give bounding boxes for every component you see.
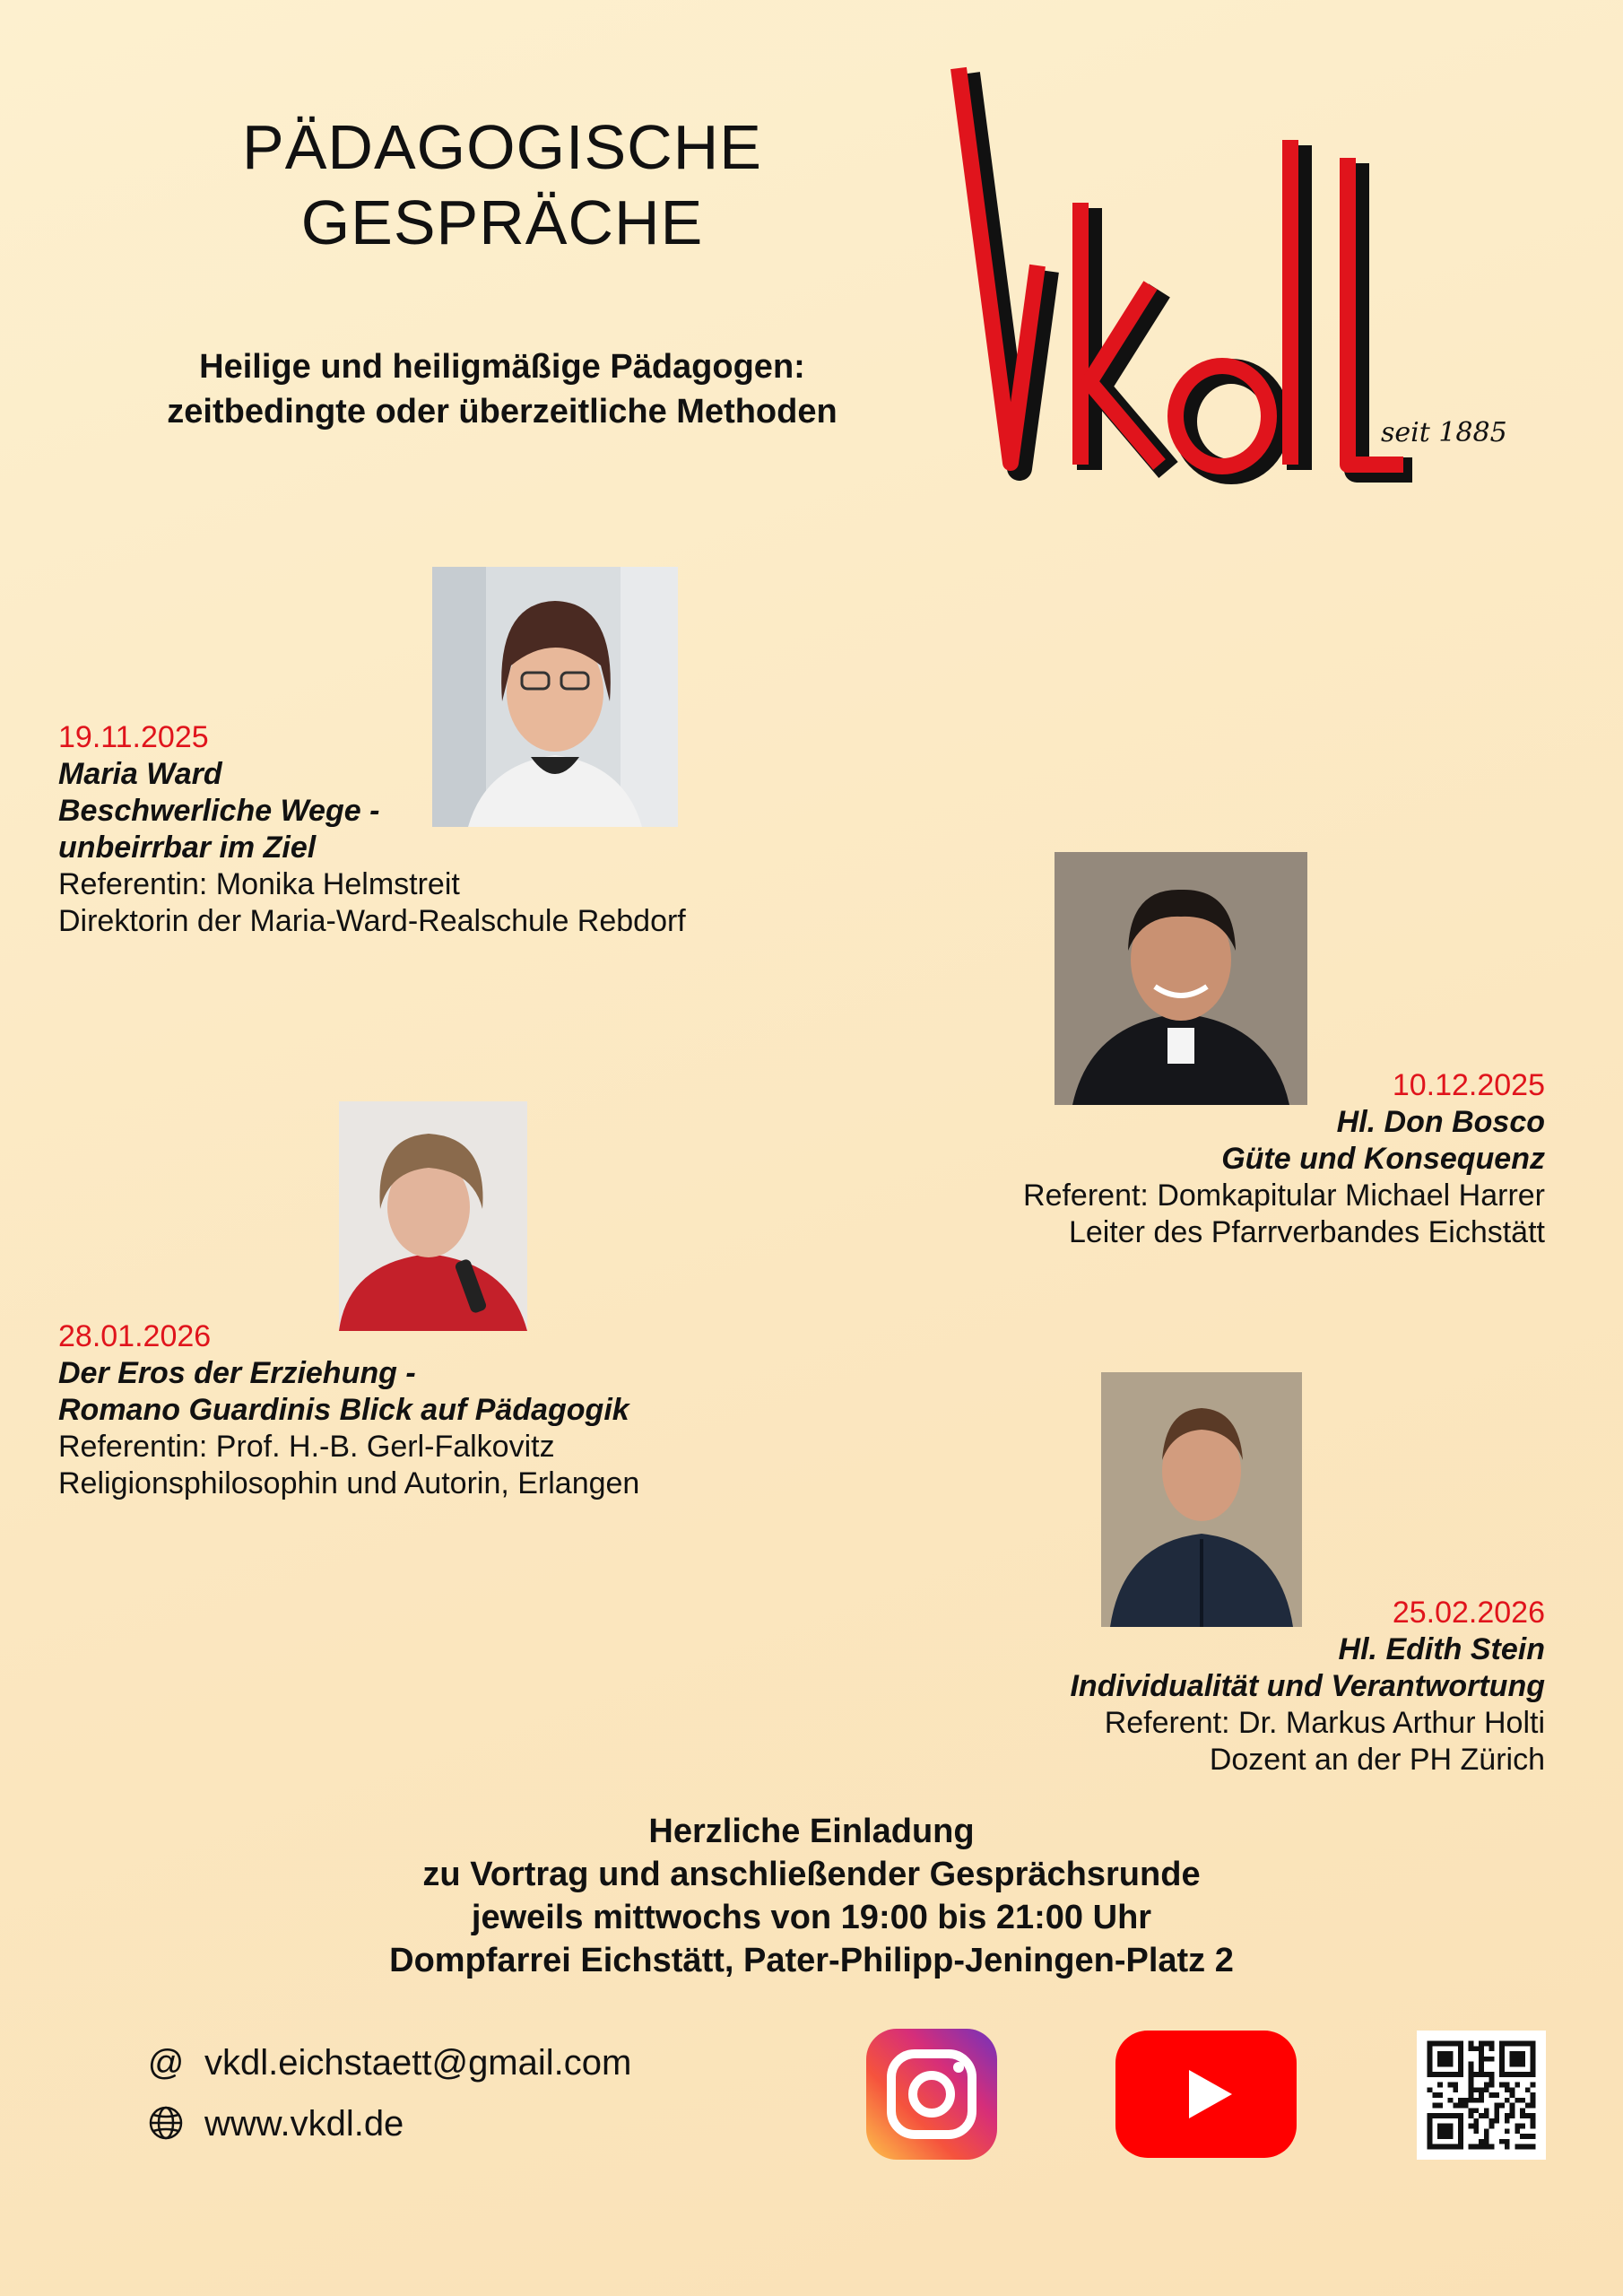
invitation-block: [179, 1810, 1444, 1982]
speaker-photo-gerl-falkovitz: [339, 1101, 527, 1331]
event-speaker: Referent: Domkapitular Michael Harrer: [1023, 1178, 1545, 1213]
event-speaker-role: Dozent an der PH Zürich: [1209, 1743, 1545, 1777]
globe-icon: [143, 2102, 188, 2145]
instagram-icon[interactable]: [866, 2029, 997, 2160]
event-speaker-role: Direktorin der Maria-Ward-Realschule Rebdorf: [58, 904, 686, 938]
contact-email[interactable]: [143, 2041, 825, 2084]
event-3: [58, 1318, 865, 1502]
event-speaker: Referent: Dr. Markus Arthur Holti: [1104, 1706, 1545, 1740]
event-4: [807, 1595, 1545, 1779]
contact-web[interactable]: [143, 2102, 825, 2145]
speaker-photo-holti: [1101, 1372, 1302, 1627]
page-subtitle: [117, 344, 888, 434]
event-speaker-role: Religionsphilosophin und Autorin, Erlangen: [58, 1466, 640, 1500]
event-topic: Individualität und Verantwortung: [1070, 1669, 1545, 1703]
invitation-line: Herzliche Einladung: [648, 1813, 975, 1850]
event-topic: Romano Guardinis Blick auf Pädagogik: [58, 1393, 629, 1427]
title-line: GESPRÄCHE: [300, 187, 704, 257]
event-date: 19.11.2025: [58, 720, 209, 754]
event-date: 25.02.2026: [1392, 1596, 1545, 1630]
event-topic: Hl. Edith Stein: [1338, 1632, 1545, 1666]
event-topic: unbeirrbar im Ziel: [58, 831, 317, 865]
event-topic: Hl. Don Bosco: [1336, 1105, 1545, 1139]
event-speaker: Referentin: Prof. H.-B. Gerl-Falkovitz: [58, 1430, 555, 1464]
at-icon: @: [147, 2043, 185, 2083]
event-topic: Beschwerliche Wege -: [58, 794, 380, 828]
event-speaker-role: Leiter des Pfarrverbandes Eichstätt: [1068, 1215, 1545, 1249]
vkdl-logo: [946, 56, 1507, 495]
event-date: 28.01.2026: [58, 1319, 212, 1353]
youtube-icon[interactable]: [1115, 2031, 1297, 2158]
page-title: [215, 109, 789, 260]
qr-code-icon[interactable]: [1417, 2031, 1546, 2160]
email-link[interactable]: vkdl.eichstaett@gmail.com: [204, 2043, 632, 2083]
invitation-line: zu Vortrag und anschließender Gesprächsrunde: [422, 1856, 1201, 1893]
event-topic: Der Eros der Erziehung -: [58, 1356, 416, 1390]
title-line: PÄDAGOGISCHE: [242, 112, 762, 182]
event-1: [58, 719, 794, 940]
event-speaker: Referentin: Monika Helmstreit: [58, 867, 460, 901]
subtitle-line: zeitbedingte oder überzeitliche Methoden: [167, 393, 838, 430]
invitation-line: Dompfarrei Eichstätt, Pater-Philipp-Jeningen-Platz 2: [389, 1942, 1234, 1979]
subtitle-line: Heilige und heiligmäßige Pädagogen:: [199, 348, 805, 386]
website-link[interactable]: www.vkdl.de: [204, 2104, 404, 2144]
logo-tagline: seit 1885: [1381, 417, 1507, 448]
event-2: [807, 1067, 1545, 1251]
event-topic: Güte und Konsequenz: [1221, 1142, 1545, 1176]
event-topic: Maria Ward: [58, 757, 222, 791]
event-date: 10.12.2025: [1392, 1068, 1545, 1102]
invitation-line: jeweils mittwochs von 19:00 bis 21:00 Uhr: [471, 1899, 1152, 1936]
